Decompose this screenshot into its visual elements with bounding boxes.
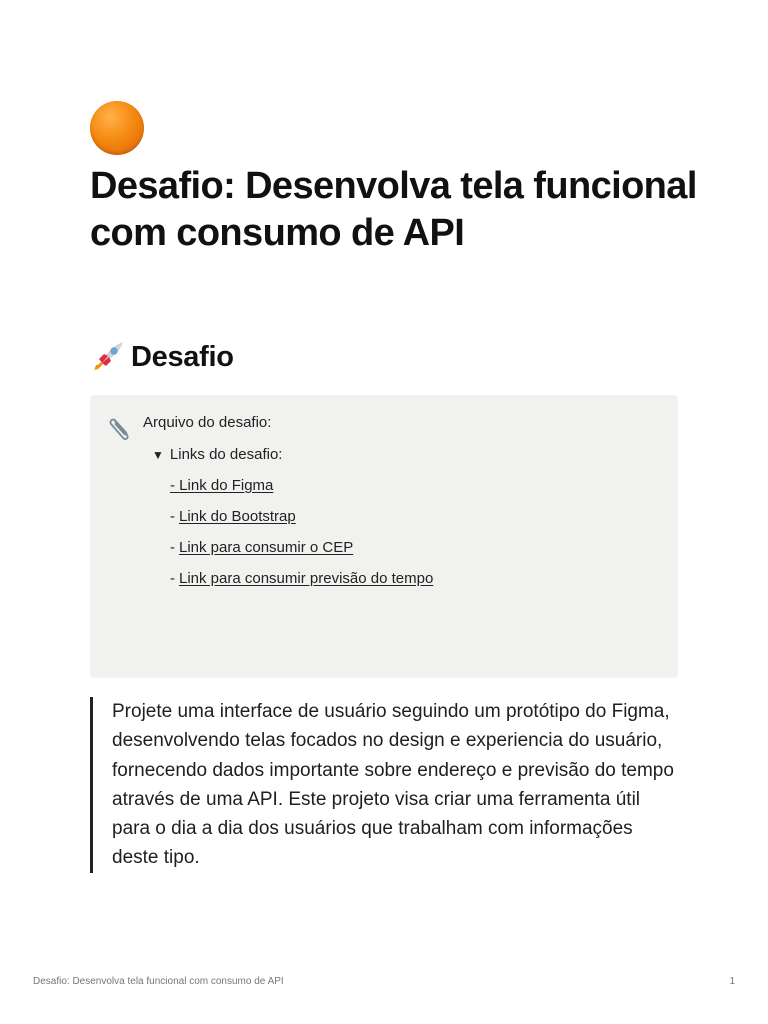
section-heading-label: Desafio xyxy=(131,340,234,373)
footer-title: Desafio: Desenvolva tela funcional com consumo de API xyxy=(33,976,284,987)
links-toggle[interactable] xyxy=(152,446,282,463)
page-number: 1 xyxy=(729,976,735,987)
link-cep[interactable]: Link para consumir o CEP xyxy=(179,539,354,556)
section-heading xyxy=(90,339,234,375)
list-item-cep: - Link para consumir o CEP xyxy=(170,539,354,556)
link-figma[interactable]: - Link do Figma xyxy=(170,477,274,494)
paperclip-icon xyxy=(106,413,136,443)
page-title: Desafio: Desenvolva tela funcional com consumo de API xyxy=(90,165,697,254)
description-quote: Projete uma interface de usuário seguindo um protótipo do Figma, desenvolvendo telas focados no design e experiencia do usuário, fornecendo dados importante sobre endereço e previsão do tempo através de uma API. Este projeto visa criar uma ferramenta útil para o dia a dia dos usuários que trabalham com informações deste tipo. xyxy=(90,697,682,873)
callout-label: Arquivo do desafio: xyxy=(143,414,272,431)
rocket-icon xyxy=(90,339,126,375)
list-item-figma xyxy=(170,477,273,494)
callout-box xyxy=(90,395,678,678)
toggle-label: Links do desafio: xyxy=(169,446,283,463)
list-item-weather: - Link para consumir previsão do tempo xyxy=(170,570,434,587)
list-item-bootstrap: - Link do Bootstrap xyxy=(170,508,296,525)
orange-circle-icon xyxy=(90,101,144,155)
triangle-down-icon[interactable]: ▼ xyxy=(152,447,164,462)
link-weather[interactable]: Link para consumir previsão do tempo xyxy=(179,570,434,587)
link-bootstrap[interactable]: Link do Bootstrap xyxy=(179,508,296,525)
